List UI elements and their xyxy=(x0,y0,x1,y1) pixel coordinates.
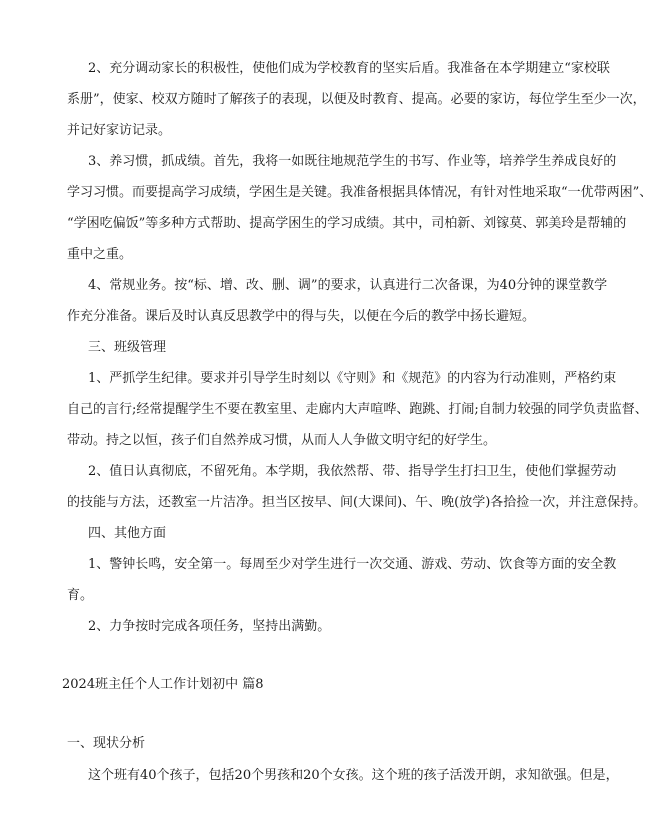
paragraph-line: 这个班有40个孩子，包括20个男孩和20个女孩。这个班的孩子活泼开朗，求知欲强。但是， xyxy=(88,768,619,783)
section-heading: 一、现状分析 xyxy=(67,736,146,751)
paragraph-line: 带动。持之以恒，孩子们自然养成习惯，从而人人争做文明守纪的好学生。 xyxy=(67,433,497,448)
paragraph-line: 作充分准备。课后及时认真反思教学中的得与失，以便在今后的教学中扬长避短。 xyxy=(67,309,536,324)
paragraph-line: 并记好家访记录。 xyxy=(67,123,172,138)
paragraph-line: 育。 xyxy=(67,588,94,603)
paragraph-line: 2、充分调动家长的积极性，使他们成为学校教育的坚实后盾。我准备在本学期建立“家校联 xyxy=(88,61,610,76)
paragraph-line: 3、养习惯，抓成绩。首先，我将一如既往地规范学生的书写、作业等，培养学生养成良好的 xyxy=(88,154,617,169)
section-heading: 四、其他方面 xyxy=(88,526,167,541)
paragraph-line: 学习习惯。而要提高学习成绩，学困生是关键。我准备根据具体情况，有针对性地采取“一优带两困”、 xyxy=(67,185,652,200)
section-heading: 三、班级管理 xyxy=(88,340,167,355)
paragraph-line: 2、值日认真彻底，不留死角。本学期，我依然帮、带、指导学生打扫卫生，使他们掌握劳动 xyxy=(88,464,617,479)
paragraph-line: 的技能与方法，还教室一片洁净。担当区按早、间(大课间)、午、晚(放学)各拾捡一次，并注意保持。 xyxy=(67,495,647,510)
paragraph-line: 2、力争按时完成各项任务，坚持出满勤。 xyxy=(88,619,331,634)
paragraph-line: “学困吃偏饭”等多种方式帮助、提高学困生的学习成绩。其中，司柏新、刘镓莫、郭美玲是帮辅的 xyxy=(67,216,627,231)
paragraph-line: 4、常规业务。按“标、增、改、删、调”的要求，认真进行二次备课，为40分钟的课堂教学 xyxy=(88,278,608,293)
document-title: 2024班主任个人工作计划初中 篇8 xyxy=(62,677,264,692)
paragraph-line: 系册”，使家、校双方随时了解孩子的表现，以便及时教育、提高。必要的家访，每位学生至少一次， xyxy=(67,92,646,107)
paragraph-line: 1、严抓学生纪律。要求并引导学生时刻以《守则》和《规范》的内容为行动准则，严格约束 xyxy=(88,371,617,386)
paragraph-line: 1、警钟长鸣，安全第一。每周至少对学生进行一次交通、游戏、劳动、饮食等方面的安全教 xyxy=(88,557,617,572)
paragraph-line: 自己的言行;经常提醒学生不要在教室里、走廊内大声喧哗、跑跳、打闹;自制力较强的同学负责监督、 xyxy=(67,402,648,417)
paragraph-line: 重中之重。 xyxy=(67,247,133,262)
